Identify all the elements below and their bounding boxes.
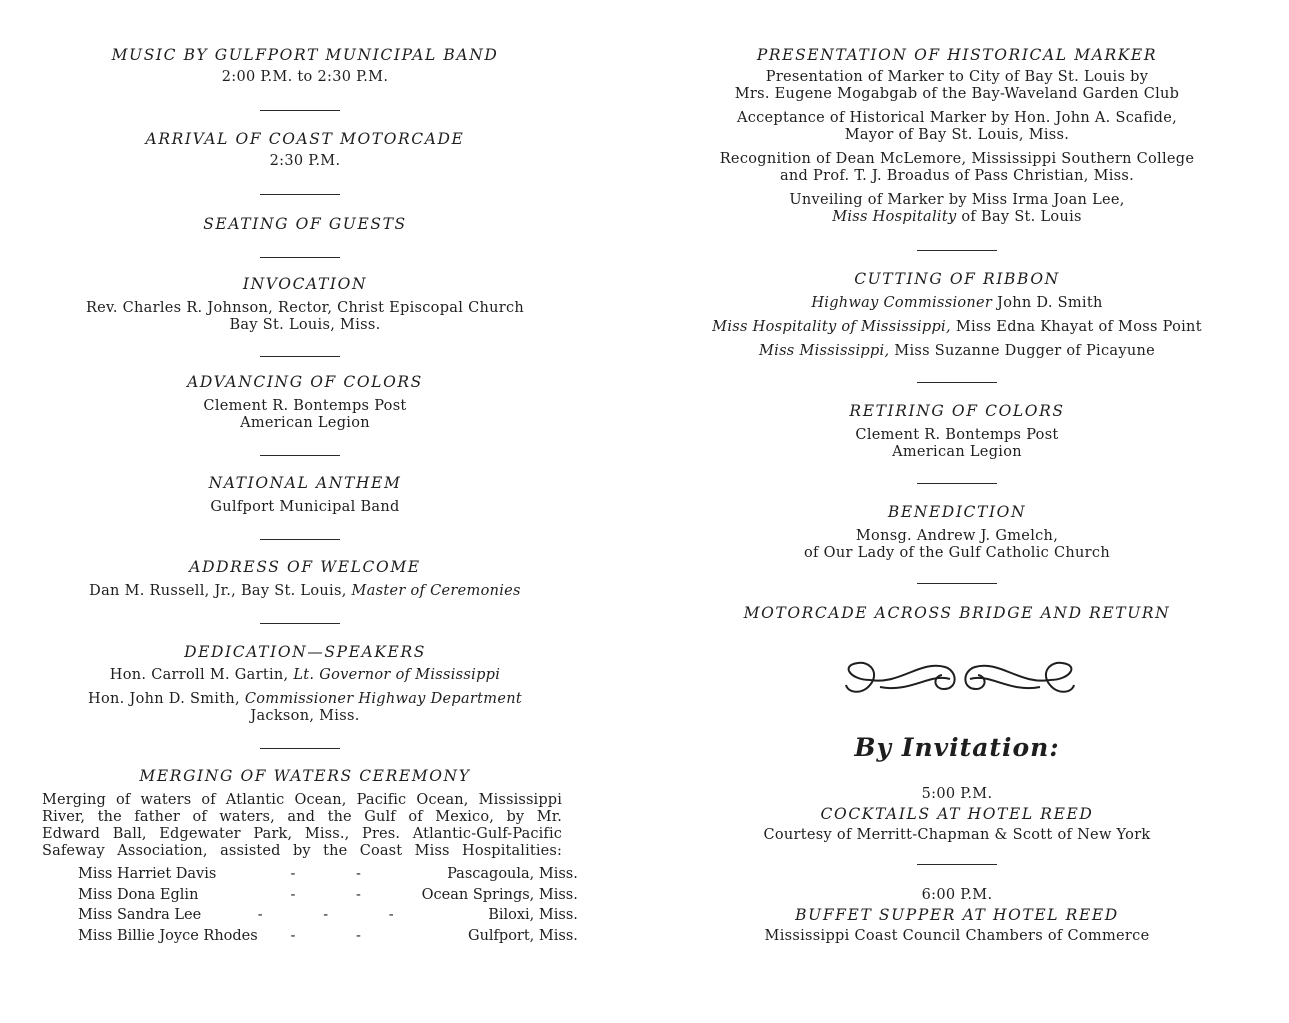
section-text: Monsg. Andrew J. Gmelch, [855,528,1059,544]
section-text: Bay St. Louis, Miss. [229,317,381,333]
historical-marker-section [652,46,1262,226]
divider [260,356,340,357]
section-text: American Legion [240,415,370,431]
italic-phrase: Miss Mississippi, [758,343,890,359]
section-title: COCKTAILS AT HOTEL REED [820,805,1094,823]
hostess-name: Miss Dona Eglin [78,886,199,903]
hostess-town: Gulfport, Miss. [467,927,578,944]
section-text: Courtesy of Merritt-Chapman & Scott of New York [763,827,1151,843]
section-text [652,295,1262,312]
section-text: Mrs. Eugene Mogabgab of the Bay-Waveland Garden Club [734,86,1180,102]
divider [917,864,997,865]
divider [260,257,340,258]
event-time: 5:00 P.M. [921,786,993,802]
speaker-name: Hon. Carroll M. Gartin, [109,667,289,683]
divider [917,583,997,584]
divider [917,483,997,484]
welcome-name: Dan M. Russell, Jr., Bay St. Louis, [89,583,347,599]
section-text: Mississippi Coast Council Chambers of Commerce [764,928,1150,944]
dash-leader: - - - [257,907,422,924]
merging-line: River, the father of waters, and the Gulf of Mexico, by Mr. [42,809,562,825]
section-title: ADDRESS OF WELCOME [189,558,421,576]
hostess-name: Miss Billie Joyce Rhodes [78,927,258,944]
italic-phrase: Miss Hospitality of Mississippi, [712,319,951,335]
seating-section [0,215,610,234]
merging-line: Safeway Association, assisted by the Coast Miss Hospitalities: [42,843,562,859]
divider [260,623,340,624]
motorcade-section [0,130,610,170]
section-title: MERGING OF WATERS CEREMONY [139,767,471,785]
section-text: Unveiling of Marker by Miss Irma Joan Lee, [789,192,1125,208]
welcome-role: Master of Ceremonies [351,583,521,599]
section-text: Mayor of Bay St. Louis, Miss. [844,127,1070,143]
speaker-city: Jackson, Miss. [250,708,360,724]
section-text [652,343,1262,360]
merging-section [0,767,610,786]
section-text: Presentation of Marker to City of Bay St. Louis by [765,69,1149,85]
section-text: Acceptance of Historical Marker by Hon. John A. Scafide, [736,110,1178,126]
divider [260,194,340,195]
section-text [652,319,1262,336]
merging-line: Merging of waters of Atlantic Ocean, Pacific Ocean, Mississippi [42,792,562,808]
speaker-role: Commissioner Highway Department [244,691,522,707]
hostess-table [78,864,578,946]
by-invitation-heading: By Invitation: [854,733,1060,762]
section-time: 2:30 P.M. [269,153,341,169]
section-title: SEATING OF GUESTS [203,215,407,233]
section-title: MUSIC BY GULFPORT MUNICIPAL BAND [111,46,499,64]
table-row [78,926,578,947]
divider [260,748,340,749]
section-text: of Our Lady of the Gulf Catholic Church [804,545,1110,561]
hostess-name: Miss Harriet Davis [78,866,217,883]
hostess-town: Pascagoula, Miss. [447,866,578,883]
section-text: Recognition of Dean McLemore, Mississippi Southern College [719,151,1195,167]
advancing-colors-section [0,373,610,432]
section-title: INVOCATION [242,275,368,293]
divider [260,110,340,111]
section-title: PRESENTATION OF HISTORICAL MARKER [756,46,1158,64]
music-section [0,46,610,86]
dedication-section [0,643,610,725]
anthem-section [0,474,610,516]
speaker-line [0,667,610,684]
scroll-flourish-icon [840,655,1080,705]
retiring-colors-section [652,402,1262,461]
section-title: BENEDICTION [887,503,1027,521]
section-text: Clement R. Bontemps Post [203,398,407,414]
section-title: CUTTING OF RIBBON [854,270,1060,288]
plain-phrase: John D. Smith [997,295,1103,311]
event-time: 6:00 P.M. [921,887,993,903]
benediction-section [652,503,1262,562]
dash-leader: - - [290,886,389,903]
ribbon-section [652,270,1262,360]
hostess-town: Biloxi, Miss. [488,907,578,924]
plain-phrase: Miss Edna Khayat of Moss Point [955,319,1202,335]
section-title: ARRIVAL OF COAST MOTORCADE [145,130,465,148]
plain-phrase: Miss Suzanne Dugger of Picayune [894,343,1155,359]
section-text: and Prof. T. J. Broadus of Pass Christian, Miss. [779,168,1135,184]
section-title: DEDICATION—SPEAKERS [184,643,426,661]
table-row [78,864,578,885]
speaker-role: Lt. Governor of Mississippi [293,667,501,683]
plain-phrase: of Bay St. Louis [961,209,1082,225]
hostess-name: Miss Sandra Lee [78,907,202,924]
divider [917,250,997,251]
section-title: NATIONAL ANTHEM [208,474,402,492]
table-row [78,885,578,906]
motorcade-return-section [652,604,1262,623]
hostess-town: Ocean Springs, Miss. [421,886,578,903]
divider [260,455,340,456]
section-text: Clement R. Bontemps Post [855,427,1059,443]
section-title: BUFFET SUPPER AT HOTEL REED [795,906,1119,924]
speaker-line [0,691,610,708]
section-text [652,209,1262,226]
table-row [78,905,578,926]
dash-leader: - - [290,866,389,883]
merging-line: Edward Ball, Edgewater Park, Miss., Pres. Atlantic-Gulf-Pacific [42,826,562,842]
section-title: ADVANCING OF COLORS [187,373,423,391]
section-text: Rev. Charles R. Johnson, Rector, Christ Episcopal Church [85,300,525,316]
welcome-section [0,558,610,600]
divider [260,539,340,540]
cocktails-section [652,786,1262,844]
section-time: 2:00 P.M. to 2:30 P.M. [221,69,389,85]
speaker-name: Hon. John D. Smith, [88,691,240,707]
dash-leader: - - [290,927,389,944]
merging-description [42,792,562,860]
invocation-section [0,275,610,334]
italic-phrase: Miss Hospitality [832,209,957,225]
divider [917,382,997,383]
section-title: MOTORCADE ACROSS BRIDGE AND RETURN [743,604,1171,622]
section-text: Gulfport Municipal Band [210,499,400,515]
section-text: American Legion [892,444,1022,460]
section-title: RETIRING OF COLORS [849,402,1065,420]
italic-phrase: Highway Commissioner [811,295,993,311]
buffet-section [652,887,1262,945]
section-text [0,583,610,600]
